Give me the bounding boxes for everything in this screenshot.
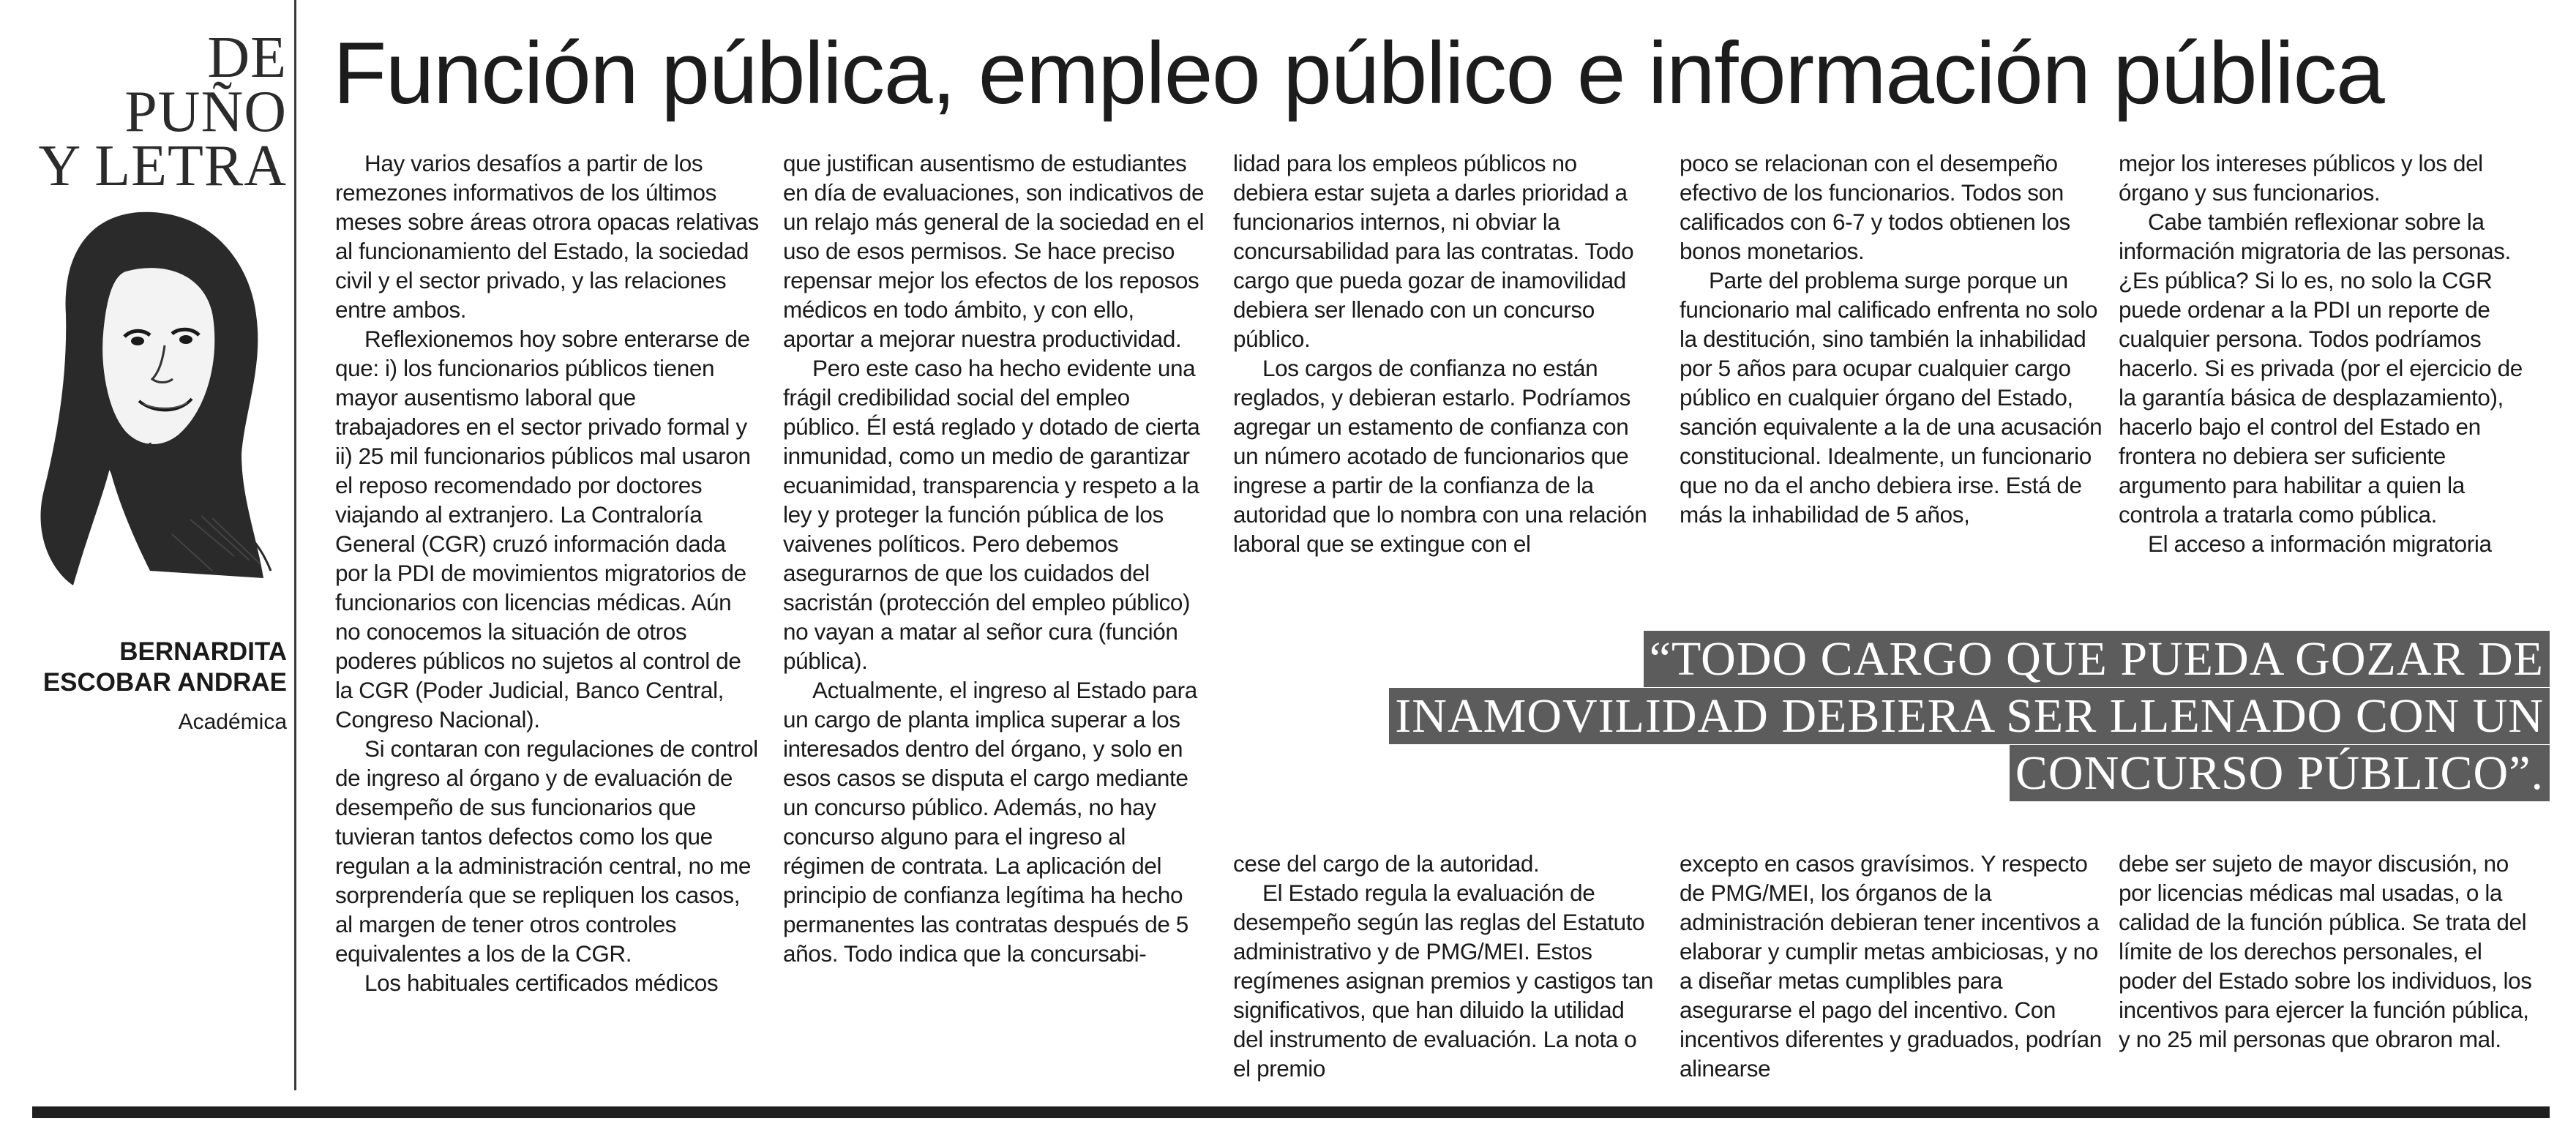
- article-column-5-top: [2119, 149, 2543, 558]
- author-portrait-illustration: [22, 190, 285, 600]
- article-headline: Función pública, empleo público e información pública: [333, 24, 2384, 122]
- section-title: [0, 26, 287, 198]
- article-column-4-top: [1680, 149, 2104, 529]
- article-column-3-top: [1233, 149, 1658, 558]
- pull-quote-line: CONCURSO PÚBLICO”.: [2010, 745, 2550, 801]
- paragraph: debe ser sujeto de mayor discusión, no por licencias médicas mal usadas, o la calidad de la función pública. Se trata del límite de los derechos personales, el poder del Estado sobre los individuos, los incentivos para ejercer la función pública, y no 25 mil personas que obraron mal.: [2119, 850, 2532, 1052]
- author-name-line: BERNARDITA: [119, 637, 287, 666]
- paragraph: Parte del problema surge porque un funcionario mal calificado enfrenta no solo la destitución, sino también la inhabilidad por 5 años para ocupar cualquier cargo público en cualquier órgano del Estado, sanción equivalente a la de una acusación constitucional. Idealmente, un funcionario que no da el ancho debiera irse. Está de más la inhabilidad de 5 años,: [1680, 267, 2103, 528]
- article-column-2: [783, 149, 1208, 968]
- paragraph: Pero este caso ha hecho evidente una frágil credibilidad social del empleo público. Él está reglado y dotado de cierta inmunidad, como un medio de garantizar ecuanimidad, transparencia y respeto a la ley y proteger la función pública de los vaivenes políticos. Pero debemos asegurarnos de que los cuidados del sacristán (protección del empleo público) no vayan a matar al señor cura (función pública).: [783, 355, 1200, 674]
- section-title-line: Y LETRA: [38, 134, 287, 198]
- paragraph: Los habituales certificados médicos: [364, 970, 719, 996]
- article-column-5-bottom: [2119, 849, 2543, 1054]
- paragraph: El acceso a información migratoria: [2148, 531, 2492, 557]
- paragraph: que justifican ausentismo de estudiantes en día de evaluaciones, son indicativos de un relajo más general de la sociedad en el uso de esos permisos. Se hace preciso repensar mejor los efectos de los reposos médicos en todo ámbito, y con ello, aportar a mejorar nuestra productividad.: [783, 150, 1205, 352]
- author-sidebar: [0, 0, 287, 1090]
- author-name: [0, 637, 287, 698]
- paragraph: El Estado regula la evaluación de desempeño según las reglas del Estatuto administrativo y de PMG/MEI. Estos regímenes asignan premios y castigos tan significativos, que han diluido la utilidad del instrumento de evaluación. La nota o el premio: [1233, 880, 1654, 1082]
- article-column-4-bottom: [1680, 849, 2104, 1083]
- paragraph: Actualmente, el ingreso al Estado para un cargo de planta implica superar a los interesados dentro del órgano, y solo en esos casos se disputa el cargo mediante un concurso público. Además, no hay concurso alguno para el ingreso al régimen de contrata. La aplicación del principio de confianza legítima ha hecho permanentes las contratas después de 5 años. Todo indica que la concursabi-: [783, 677, 1197, 967]
- pull-quote-line: “TODO CARGO QUE PUEDA GOZAR DE: [1644, 631, 2550, 687]
- paragraph: lidad para los empleos públicos no debiera estar sujeta a darles prioridad a funcionarios internos, ni obviar la concursabilidad para las contratas. Todo cargo que pueda gozar de inamovilidad debiera ser llenado con un concurso público.: [1233, 150, 1634, 352]
- article-column-1: [335, 149, 760, 997]
- paragraph: Cabe también reflexionar sobre la información migratoria de las personas. ¿Es pública? Si lo es, no solo la CGR puede ordenar a la PDI un reporte de cualquier persona. Todos podríamos hacerlo. Si es privada (por el ejercicio de la garantía básica de desplazamiento), hacerlo bajo el control del Estado en frontera no debiera ser suficiente argumento para habilitar a quien la controla a tratarla como pública.: [2119, 209, 2523, 528]
- paragraph: mejor los intereses públicos y los del órgano y sus funcionarios.: [2119, 150, 2483, 206]
- paragraph: Reflexionemos hoy sobre enterarse de que: i) los funcionarios públicos tienen mayor ausentismo laboral que trabajadores en el sector privado formal y ii) 25 mil funcionarios públicos mal usaron el reposo recomendado por doctores viajando al extranjero. La Contraloría General (CGR) cruzó información dada por la PDI de movimientos migratorios de funcionarios con licencias médicas. Aún no conocemos la situación de otros poderes públicos no sujetos al control de la CGR (Poder Judicial, Banco Central, Congreso Nacional).: [335, 326, 751, 733]
- pull-quote: [1232, 631, 2550, 802]
- paragraph: cese del cargo de la autoridad.: [1233, 850, 1540, 877]
- article-column-3-bottom: [1233, 849, 1658, 1083]
- paragraph: Los cargos de confianza no están reglados, y debieran estarlo. Podríamos agregar un estamento de confianza con un número acotado de funcionarios que ingrese a partir de la confianza de la autoridad que lo nombra con una relación laboral que se extingue con el: [1233, 355, 1647, 557]
- section-title-line: DE: [207, 26, 287, 90]
- column-divider: [294, 0, 296, 1090]
- author-role: Académica: [178, 710, 287, 734]
- pull-quote-line: INAMOVILIDAD DEBIERA SER LLENADO CON UN: [1389, 688, 2550, 744]
- author-name-line: ESCOBAR ANDRAE: [42, 668, 287, 697]
- section-title-line: PUÑO: [124, 80, 287, 144]
- footer-rule: [32, 1106, 2550, 1118]
- paragraph: poco se relacionan con el desempeño efectivo de los funcionarios. Todos son calificados con 6-7 y todos obtienen los bonos monetarios.: [1680, 150, 2070, 264]
- paragraph: Si contaran con regulaciones de control de ingreso al órgano y de evaluación de desempeño de sus funcionarios que tuvieran tantos defectos como los que regulan a la administración central, no me sorprendería que se repliquen los casos, al margen de tener otros controles equivalentes a los de la CGR.: [335, 735, 758, 967]
- paragraph: Hay varios desafíos a partir de los remezones informativos de los últimos meses sobre áreas otrora opacas relativas al funcionamiento del Estado, la sociedad civil y el sector privado, y las relaciones entre ambos.: [335, 150, 759, 323]
- paragraph: excepto en casos gravísimos. Y respecto de PMG/MEI, los órganos de la administración debieran tener incentivos a elaborar y cumplir metas ambiciosas, y no a diseñar metas cumplibles para asegurarse el pago del incentivo. Con incentivos diferentes y graduados, podrían alinearse: [1680, 850, 2102, 1082]
